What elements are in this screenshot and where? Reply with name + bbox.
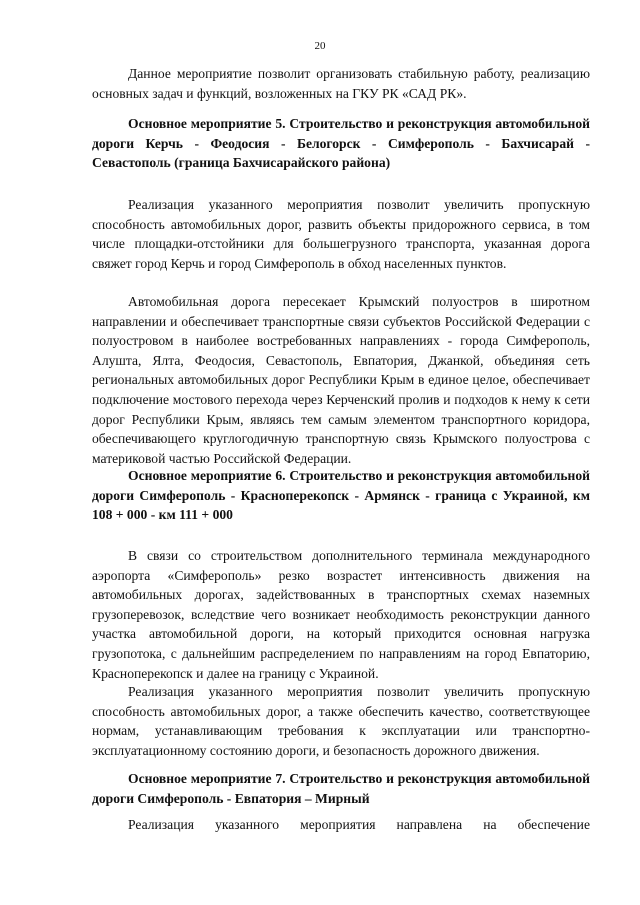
paragraph-measure-5-capacity — [92, 195, 590, 273]
heading-measure-5 — [92, 114, 590, 173]
paragraph-text: Реализация указанного мероприятия позволит увеличить пропускную способность автомобильных дорог, а также обеспечить качество, соответствующее нормам, устанавливающим требования к эксплуатации или транспортно-эксплуатационному состоянию дороги, и безопасность дорожного движения. — [92, 684, 590, 758]
paragraph-text: Данное мероприятие позволит организовать стабильную работу, реализацию основных задач и функций, возложенных на ГКУ РК «САД РК». — [92, 66, 590, 101]
heading-text: Основное мероприятие 6. Строительство и реконструкция автомобильной дороги Симферополь - Красноперекопск - Армянск - граница с Украиной, км 108 + 000 - км 111 + 000 — [92, 468, 590, 523]
paragraph-measure-6-airport — [92, 546, 590, 683]
page-number: 20 — [314, 40, 326, 52]
paragraph-text: Реализация указанного мероприятия позволит увеличить пропускную способность автомобильных дорог, развить объекты придорожного сервиса, в том числе площадки-отстойники для большегрузного транспорта, указанная дорога свяжет город Керчь и город Симферополь в обход населенных пунктов. — [92, 197, 590, 271]
paragraph-text: Реализация указанного мероприятия направлена на обеспечение — [128, 817, 590, 832]
heading-measure-7 — [92, 769, 590, 808]
paragraph-measure-7-start — [92, 815, 590, 835]
paragraph-intro — [92, 64, 590, 103]
heading-measure-6 — [92, 466, 590, 525]
heading-text: Основное мероприятие 7. Строительство и реконструкция автомобильной дороги Симферополь - Евпатория – Мирный — [92, 771, 590, 806]
paragraph-text: В связи со строительством дополнительного терминала международного аэропорта «Симферополь» резко возрастет интенсивность движения на автомобильных дорогах, задействованных в транспортных схемах наземных грузоперевозок, вследствие чего возникает необходимость реконструкции данного участка автомобильной дороги, на который приходится основная нагрузка грузопотока, с дальнейшим распределением по направлениям на город Евпаторию, Красноперекопск и далее на границу с Украиной. — [92, 548, 590, 681]
paragraph-measure-5-route — [92, 292, 590, 468]
heading-text: Основное мероприятие 5. Строительство и реконструкция автомобильной дороги Керчь - Феодосия - Белогорск - Симферополь - Бахчисарай - Севастополь (граница Бахчисарайского района) — [92, 116, 590, 171]
paragraph-text: Автомобильная дорога пересекает Крымский полуостров в широтном направлении и обеспечивает транспортные связи субъектов Российской Федерации с полуостровом в наиболее востребованных направлениях - города Симферополь, Алушта, Ялта, Феодосия, Севастополь, Евпатория, Джанкой, объединяя сеть региональных автомобильных дорог Республики Крым в единое целое, обеспечивает подключение мостового перехода через Керченский пролив и подходов к нему к сети дорог Республики Крым, являясь тем самым элементом транспортного коридора, обеспечивающего круглогодичную транспортную связь Крымского полуострова с материковой частью Российской Федерации. — [92, 294, 590, 466]
paragraph-measure-6-capacity — [92, 682, 590, 760]
